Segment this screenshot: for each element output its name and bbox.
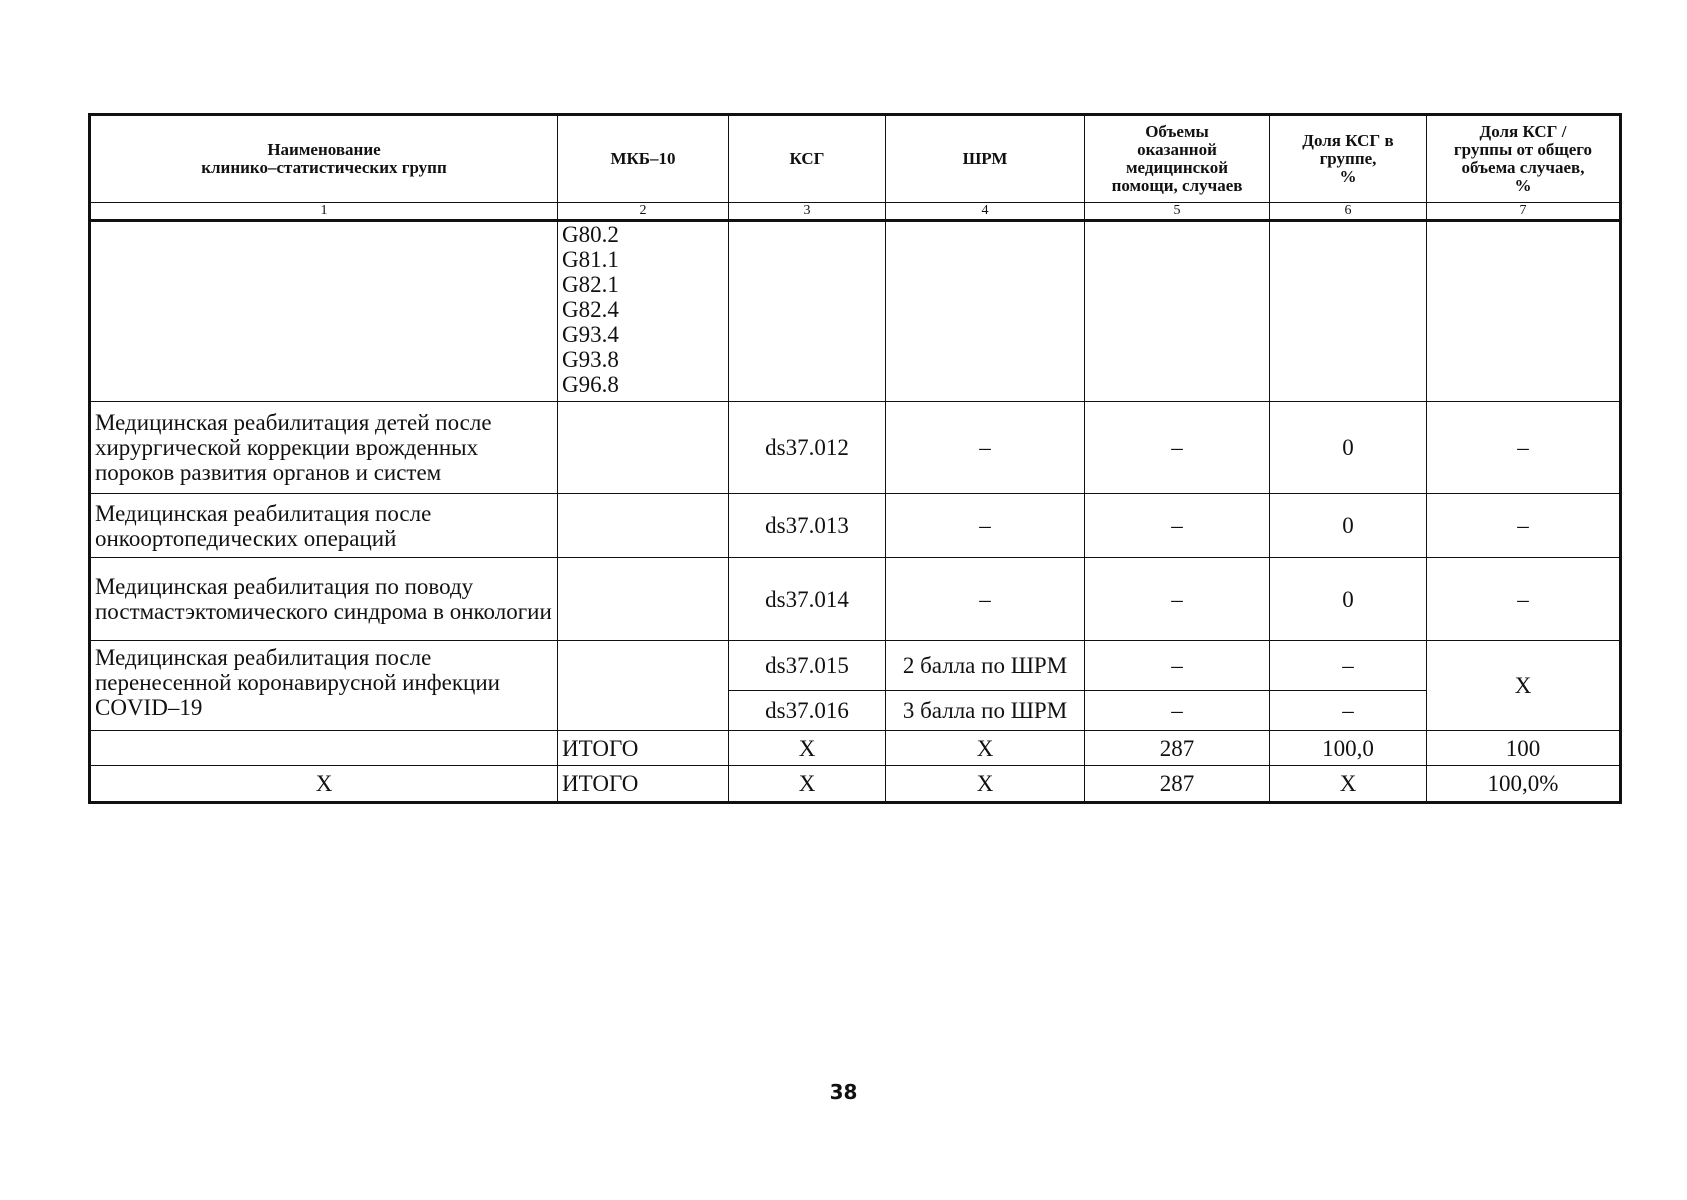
icd-code: G96.8 bbox=[562, 372, 619, 397]
cell-empty bbox=[1427, 221, 1621, 402]
header-ksg: КСГ bbox=[729, 115, 886, 203]
column-number: 2 bbox=[558, 203, 729, 221]
cell-share-group: 0 bbox=[1270, 558, 1427, 641]
cell-shrm: 3 балла по ШРМ bbox=[886, 691, 1085, 731]
column-number-row bbox=[90, 203, 1621, 221]
cell-volume: – bbox=[1085, 402, 1270, 494]
cell-group-name: Медицинская реабилитация по поводу постмастэктомического синдрома в онкологии bbox=[90, 558, 558, 641]
cell-share-group: – bbox=[1270, 691, 1427, 731]
table-row bbox=[90, 494, 1621, 558]
cell-ksg: ds37.012 bbox=[729, 402, 886, 494]
cell-share-total: – bbox=[1427, 494, 1621, 558]
cell-share-group: – bbox=[1270, 641, 1427, 691]
cell-shrm: – bbox=[886, 558, 1085, 641]
cell-icd10 bbox=[558, 558, 729, 641]
header-share-total: Доля КСГ / группы от общего объема случаев, % bbox=[1427, 115, 1621, 203]
cell-volume: – bbox=[1085, 641, 1270, 691]
page-number: 38 bbox=[829, 1080, 858, 1104]
column-number: 6 bbox=[1270, 203, 1427, 221]
cell-ksg: X bbox=[729, 766, 886, 803]
icd-code: G93.8 bbox=[562, 347, 619, 372]
cell-share-group: 0 bbox=[1270, 494, 1427, 558]
table-row bbox=[90, 402, 1621, 494]
cell-total-label: ИТОГО bbox=[558, 766, 729, 803]
cell-ksg: ds37.016 bbox=[729, 691, 886, 731]
cell-group-name: X bbox=[90, 766, 558, 803]
header-icd10: МКБ–10 bbox=[558, 115, 729, 203]
column-number: 4 bbox=[886, 203, 1085, 221]
cell-volume: – bbox=[1085, 558, 1270, 641]
table-row-covid-a bbox=[90, 641, 1621, 691]
cell-share-total: – bbox=[1427, 402, 1621, 494]
cell-empty bbox=[729, 221, 886, 402]
cell-volume: 287 bbox=[1085, 766, 1270, 803]
cell-empty bbox=[1270, 221, 1427, 402]
cell-shrm: – bbox=[886, 402, 1085, 494]
table-row bbox=[90, 558, 1621, 641]
cell-empty bbox=[886, 221, 1085, 402]
cell-name-empty bbox=[90, 221, 558, 402]
column-number: 1 bbox=[90, 203, 558, 221]
data-table bbox=[88, 113, 1622, 804]
cell-group-name: Медицинская реабилитация после онкоортопедических операций bbox=[90, 494, 558, 558]
cell-shrm: – bbox=[886, 494, 1085, 558]
icd-code: G82.1 bbox=[562, 272, 619, 297]
header-name: Наименование клинико–статистических групп bbox=[90, 115, 558, 203]
cell-volume: 287 bbox=[1085, 731, 1270, 766]
table-row-icd-continuation bbox=[90, 221, 1621, 402]
cell-share-total: – bbox=[1427, 558, 1621, 641]
table-row-subtotal bbox=[90, 731, 1621, 766]
cell-volume: – bbox=[1085, 494, 1270, 558]
cell-volume: – bbox=[1085, 691, 1270, 731]
cell-share-total: X bbox=[1427, 641, 1621, 731]
cell-share-group: X bbox=[1270, 766, 1427, 803]
cell-share-group: 100,0 bbox=[1270, 731, 1427, 766]
icd-code: G82.4 bbox=[562, 297, 619, 322]
cell-ksg: ds37.014 bbox=[729, 558, 886, 641]
header-share-group: Доля КСГ в группе, % bbox=[1270, 115, 1427, 203]
column-number: 7 bbox=[1427, 203, 1621, 221]
cell-group-name: Медицинская реабилитация после перенесенной коронавирусной инфекции COVID–19 bbox=[90, 641, 558, 731]
cell-subtotal-label: ИТОГО bbox=[558, 731, 729, 766]
cell-empty bbox=[1085, 221, 1270, 402]
cell-icd10 bbox=[558, 641, 729, 731]
icd-code: G93.4 bbox=[562, 322, 619, 347]
cell-shrm: X bbox=[886, 766, 1085, 803]
icd-code-list bbox=[558, 221, 729, 402]
header-volume: Объемы оказанной медицинской помощи, случаев bbox=[1085, 115, 1270, 203]
cell-share-total: 100,0% bbox=[1427, 766, 1621, 803]
header-shrm: ШРМ bbox=[886, 115, 1085, 203]
column-number: 5 bbox=[1085, 203, 1270, 221]
cell-group-name: Медицинская реабилитация детей после хирургической коррекции врожденных пороков развития органов и систем bbox=[90, 402, 558, 494]
cell-empty bbox=[90, 731, 558, 766]
cell-ksg: X bbox=[729, 731, 886, 766]
header-row bbox=[90, 115, 1621, 203]
cell-share-group: 0 bbox=[1270, 402, 1427, 494]
cell-ksg: ds37.013 bbox=[729, 494, 886, 558]
icd-code: G80.2 bbox=[562, 222, 619, 247]
cell-icd10 bbox=[558, 494, 729, 558]
cell-shrm: 2 балла по ШРМ bbox=[886, 641, 1085, 691]
cell-icd10 bbox=[558, 402, 729, 494]
cell-ksg: ds37.015 bbox=[729, 641, 886, 691]
table-row-grand-total bbox=[90, 766, 1621, 803]
icd-code: G81.1 bbox=[562, 247, 619, 272]
column-number: 3 bbox=[729, 203, 886, 221]
cell-shrm: X bbox=[886, 731, 1085, 766]
cell-share-total: 100 bbox=[1427, 731, 1621, 766]
